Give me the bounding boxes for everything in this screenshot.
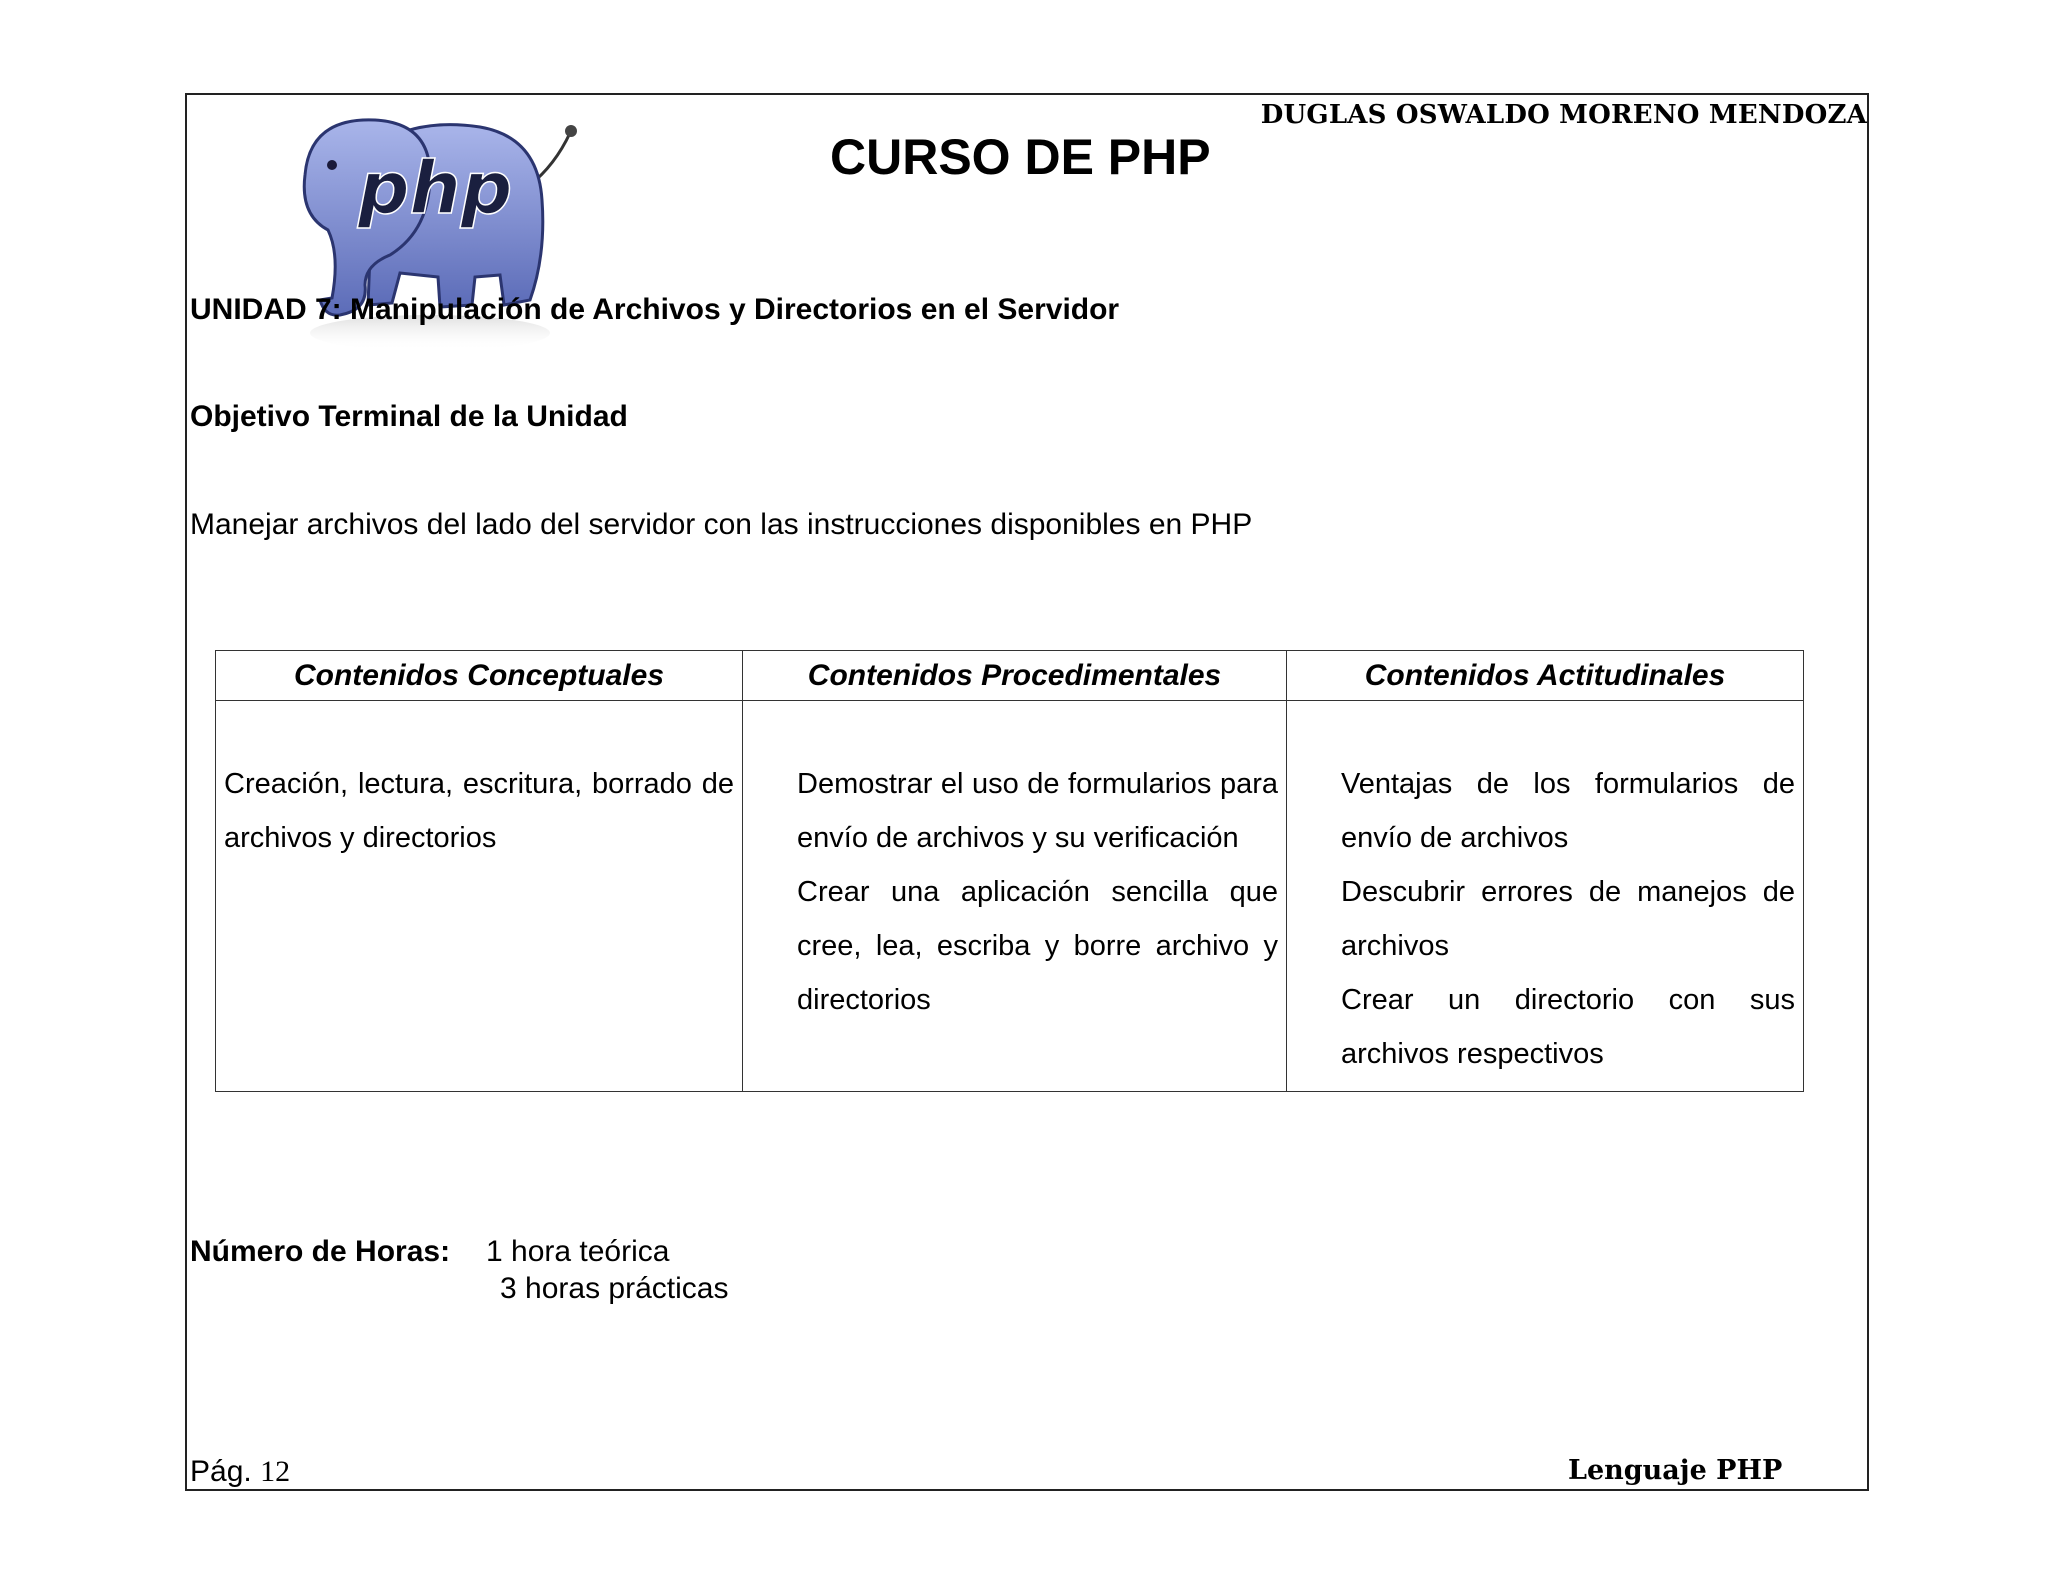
procedural-item: Demostrar el uso de formularios para envío de archivos y su verificación <box>797 768 1278 854</box>
cell-conceptuales <box>216 701 743 1092</box>
header-procedimentales: Contenidos Procedimentales <box>743 651 1287 701</box>
objective-heading: Objetivo Terminal de la Unidad <box>190 400 628 433</box>
attitudinal-item: Crear un directorio con sus archivos respectivos <box>1341 984 1795 1070</box>
cell-actitudinales <box>1287 701 1804 1092</box>
attitudinal-item: Descubrir errores de manejos de archivos <box>1341 876 1795 962</box>
objective-text: Manejar archivos del lado del servidor con las instrucciones disponibles en PHP <box>190 508 1253 541</box>
page-number <box>190 1455 290 1489</box>
table-row <box>216 701 1804 1092</box>
header-conceptuales: Contenidos Conceptuales <box>216 651 743 701</box>
page-number-value: 12 <box>260 1455 291 1488</box>
cell-procedimentales <box>743 701 1287 1092</box>
page-label: Pág. <box>190 1455 252 1488</box>
table-header-row <box>216 651 1804 701</box>
author-name: DUGLAS OSWALDO MORENO MENDOZA <box>1260 100 1867 130</box>
unit-title: UNIDAD 7: Manipulación de Archivos y Directorios en el Servidor <box>190 293 1120 326</box>
contents-table <box>215 650 1804 1092</box>
procedural-item: Crear una aplicación sencilla que cree, lea, escriba y borre archivo y directorios <box>797 876 1278 1016</box>
course-title: CURSO DE PHP <box>830 129 1211 185</box>
footer-title: Lenguaje PHP <box>1568 1455 1783 1486</box>
logo-text: php <box>358 146 513 230</box>
hours-practice: 3 horas prácticas <box>500 1272 729 1305</box>
conceptual-item: Creación, lectura, escritura, borrado de archivos y directorios <box>224 768 734 854</box>
hours-label: Número de Horas: <box>190 1235 451 1268</box>
header-actitudinales: Contenidos Actitudinales <box>1287 651 1804 701</box>
hours-theory: 1 hora teórica <box>486 1235 670 1268</box>
attitudinal-item: Ventajas de los formularios de envío de archivos <box>1341 768 1795 854</box>
